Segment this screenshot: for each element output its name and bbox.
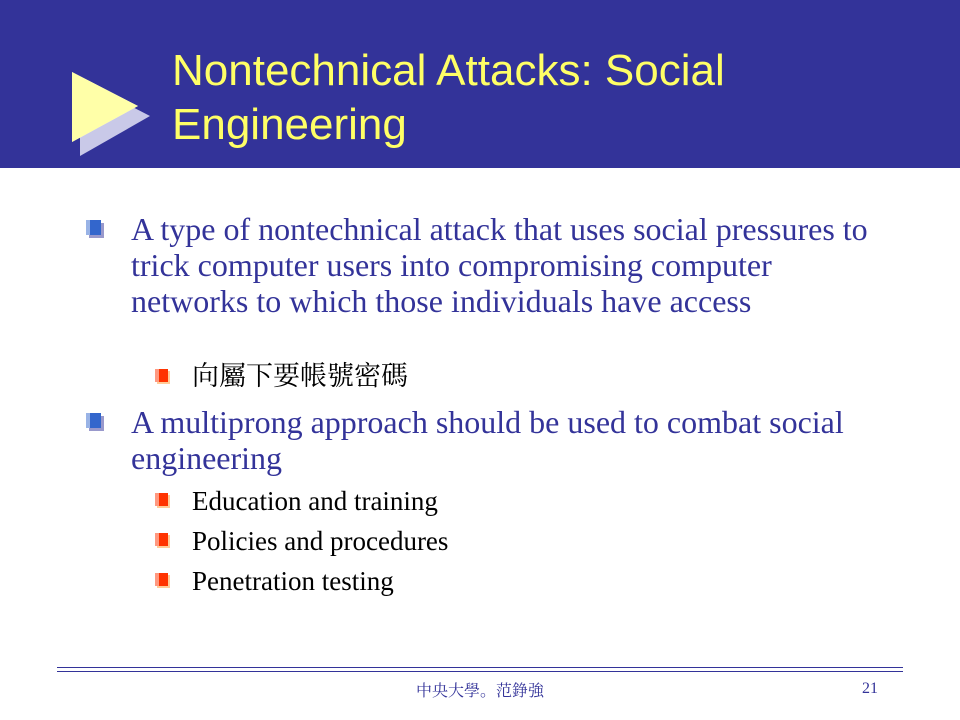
sub-bullet-2-1-icon — [155, 493, 170, 508]
bullet-1-text: A type of nontechnical attack that uses social pressures to trick computer users into compromising computer networks to which those individuals have access — [131, 211, 868, 319]
page-number: 21 — [862, 680, 878, 697]
footer-author: 中央大學。范錚強 — [415, 681, 544, 700]
sub-bullet-1-1-icon — [155, 369, 170, 384]
sub-bullet-2-1-text: Education and training — [192, 486, 438, 516]
footer-rule-top — [57, 667, 903, 668]
bullet-2-icon — [86, 413, 104, 431]
footer-rule-bottom — [57, 671, 903, 672]
sub-bullet-2-2-text: Policies and procedures — [192, 526, 449, 556]
slide-title: Nontechnical Attacks: Social Engineering — [172, 46, 725, 149]
title-bar — [0, 0, 960, 168]
bullet-2-text: A multiprong approach should be used to combat social engineering — [131, 404, 844, 476]
sub-bullet-2-3-icon — [155, 573, 170, 588]
bullet-1-icon — [86, 220, 104, 238]
sub-bullet-1-1-text: 向屬下要帳號密碼 — [192, 361, 408, 392]
play-arrow-icon — [66, 66, 150, 156]
sub-bullet-2-2-icon — [155, 533, 170, 548]
sub-bullet-2-3-text: Penetration testing — [192, 566, 394, 596]
